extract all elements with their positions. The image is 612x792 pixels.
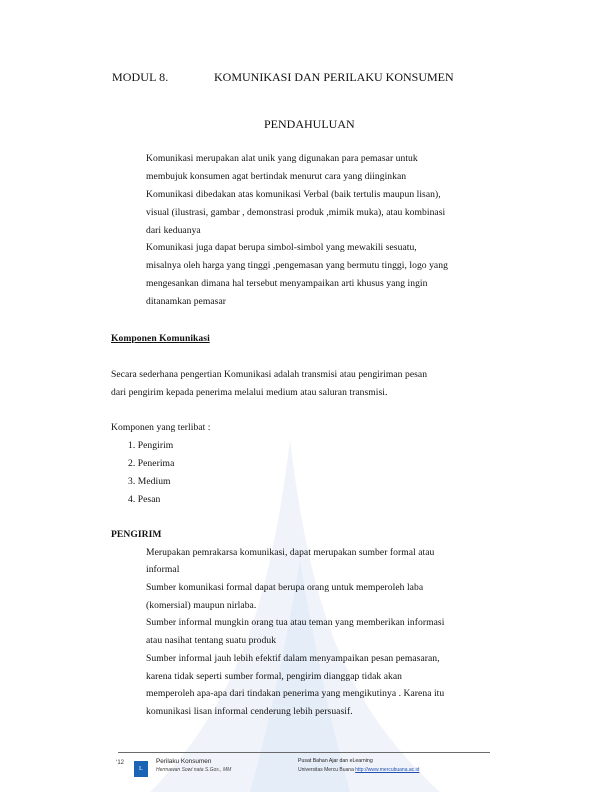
intro-line: Komunikasi merupakan alat unik yang digunakan para pemasar untuk <box>146 153 418 164</box>
pengirim-line: Merupakan pemrakarsa komunikasi, dapat merupakan sumber formal atau <box>146 547 435 558</box>
intro-line: visual (ilustrasi, gambar , demonstrasi produk ,mimik muka), atau kombinasi <box>146 207 446 218</box>
page-title: KOMUNIKASI DAN PERILAKU KONSUMEN <box>214 70 454 84</box>
komponen-list-item: 1. Pengirim <box>128 440 174 451</box>
footer-url-link[interactable]: http://www.mercubuana.ac.id <box>355 767 420 773</box>
komponen-list-item: 3. Medium <box>128 476 171 487</box>
university-logo <box>134 761 148 777</box>
footer-university: Universitas Mercu Buana <box>298 767 354 773</box>
pengirim-line: memperoleh apa-apa dari tindakan penerima yang mengikutinya . Karena itu <box>146 688 445 699</box>
pengirim-line: (komersial) maupun nirlaba. <box>146 600 257 611</box>
intro-line: ditanamkan pemasar <box>146 296 227 307</box>
footer-center-title: Pusat Bahan Ajar dan eLearning <box>298 758 373 764</box>
footer-divider <box>118 752 490 753</box>
pengirim-line: Sumber informal jauh lebih efektif dalam menyampaikan pesan pemasaran, <box>146 653 440 664</box>
intro-line: membujuk konsumen agat bertindak menurut cara yang diinginkan <box>146 171 407 182</box>
pengirim-heading: PENGIRIM <box>111 529 162 540</box>
footer-author: Hermawan Sowi nata S.Gos., MM <box>156 767 232 773</box>
pengirim-line: atau nasihat tentang suatu produk <box>146 635 277 646</box>
pengirim-line: informal <box>146 564 180 575</box>
footer-course: Perilaku Konsumen <box>156 758 212 765</box>
module-number: MODUL 8. <box>112 70 169 84</box>
komponen-list-item: 4. Pesan <box>128 494 161 505</box>
pengirim-line: Sumber komunikasi formal dapat berupa orang untuk memperoleh laba <box>146 582 424 593</box>
intro-heading: PENDAHULUAN <box>264 117 355 131</box>
page-number: ‘12 <box>116 760 125 766</box>
intro-line: Komunikasi juga dapat berupa simbol-simbol yang mewakili sesuatu, <box>146 242 417 253</box>
komponen-list-intro: Komponen yang terlibat : <box>111 422 211 433</box>
komponen-list-item: 2. Penerima <box>128 458 175 469</box>
intro-line: Komunikasi dibedakan atas komunikasi Verbal (baik tertulis maupun lisan), <box>146 189 441 200</box>
pengirim-line: komunikasi lisan informal cenderung lebih persuasif. <box>146 706 353 717</box>
pengirim-line: karena tidak seperti sumber formal, pengirim dianggap tidak akan <box>146 671 403 682</box>
komponen-paragraph-line: dari pengirim kepada penerima melalui medium atau saluran transmisi. <box>111 387 388 398</box>
logo-letter: L <box>139 766 143 772</box>
footer-center-line <box>298 767 419 773</box>
intro-line: dari keduanya <box>146 225 201 236</box>
intro-line: mengesankan dimana hal tersebut menyampaikan arti khusus yang ingin <box>146 278 428 289</box>
komponen-heading: Komponen Komunikasi <box>111 333 210 344</box>
intro-line: misalnya oleh harga yang tinggi ,pengemasan yang bermutu tinggi, logo yang <box>146 260 448 271</box>
komponen-paragraph-line: Secara sederhana pengertian Komunikasi adalah transmisi atau pengiriman pesan <box>111 369 428 380</box>
pengirim-line: Sumber informal mungkin orang tua atau teman yang memberikan informasi <box>146 617 445 628</box>
